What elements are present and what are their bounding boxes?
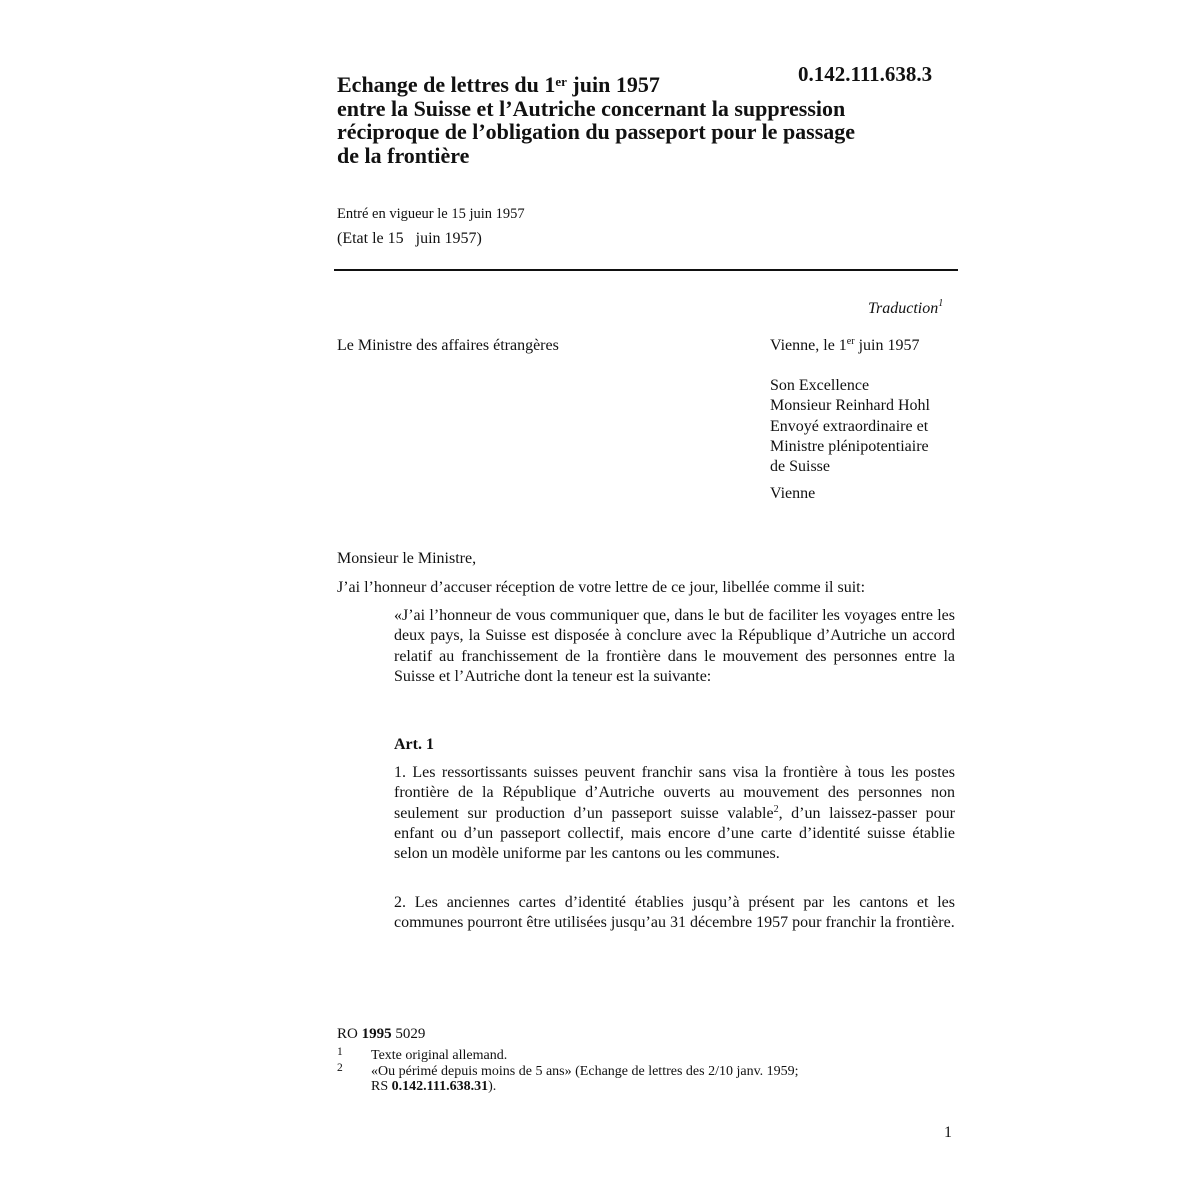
ro-reference [337, 1026, 425, 1043]
footnote-text-2 [371, 1064, 799, 1094]
sender: Le Ministre des affaires étrangères [337, 337, 559, 354]
sr-number: 0.142.111.638.3 [798, 62, 933, 86]
addressee-block [770, 376, 930, 477]
footnote-text-1: Texte original allemand. [371, 1048, 508, 1063]
translation-label [868, 300, 943, 318]
intro-paragraph: J’ai l’honneur d’accuser réception de votre lettre de ce jour, libellée comme il suit: [337, 579, 866, 596]
title-line1-prefix: Echange de lettres du 1 [337, 72, 556, 97]
para1-before: 1. Les ressortissants suisses peuvent franchir sans visa la frontière à tous les postes frontière de la République d’Autriche ouverts au mouvement des personnes non seulement sur production d’un passeport suisse valable [394, 764, 955, 822]
addressee-line: Son Excellence [770, 377, 870, 394]
title-line2: entre la Suisse et l’Autriche concernant la suppression [337, 95, 846, 121]
state-date: (Etat le 15 juin 1957) [337, 230, 482, 247]
header-divider [334, 269, 958, 271]
footnote-ref-2[interactable]: 2 [773, 803, 779, 815]
article-heading: Art. 1 [394, 736, 434, 753]
title-line3: réciproque de l’obligation du passeport pour le passage [337, 119, 856, 144]
ro-page: 5029 [391, 1026, 426, 1042]
entry-into-force: Entré en vigueur le 15 juin 1957 [337, 206, 525, 222]
ro-prefix: RO [337, 1026, 362, 1042]
document-title [337, 73, 937, 167]
footnote-number-2: 2 [337, 1062, 343, 1074]
footnote-2-rs-prefix: RS [371, 1079, 392, 1094]
footnote-2-suffix: ). [488, 1079, 497, 1094]
footnote-number-1: 1 [337, 1046, 343, 1058]
footnote-2-line2 [371, 1079, 799, 1094]
translation-text: Traduction [868, 300, 939, 317]
place-date-sup: er [846, 336, 855, 347]
ro-year: 1995 [361, 1026, 392, 1042]
addressee-line: de Suisse [770, 458, 830, 476]
footnote-ref-1[interactable]: 1 [938, 298, 944, 309]
para1-after: , d’un laissez-passer pour enfant ou d’un passeport collectif, mais encore d’une carte d’identité suisse établie selon un modèle uniforme par les cantons ou les communes. [394, 804, 955, 863]
addressee-line: Envoyé extraordinaire et [770, 417, 929, 435]
page-number: 1 [944, 1124, 952, 1141]
place-date-suffix: juin 1957 [854, 337, 920, 354]
footnote-2-rs-link[interactable]: 0.142.111.638.31 [391, 1079, 489, 1094]
quoted-letter: «J’ai l’honneur de vous communiquer que, dans le but de faciliter les voyages entre les deux pays, la Suisse est disposée à conclure avec la République d’Autriche un accord relatif au franchissement de la frontière dans le mouvement des personnes entre la Suisse et l’Autriche dont la teneur est la suivante: [394, 607, 955, 685]
salutation: Monsieur le Ministre, [337, 550, 477, 567]
title-line4: de la frontière [337, 142, 470, 168]
place-date-prefix: Vienne, le 1 [770, 337, 847, 354]
addressee-line: Monsieur Reinhard Hohl [770, 397, 930, 415]
addressee-city: Vienne [770, 485, 816, 502]
article-paragraph-1 [394, 763, 955, 864]
title-line1-sup: er [555, 74, 567, 89]
place-date [770, 337, 919, 355]
footnote-2-line1: «Ou périmé depuis moins de 5 ans» (Echange de lettres des 2/10 janv. 1959; [371, 1064, 799, 1079]
addressee-line: Ministre plénipotentiaire [770, 437, 929, 455]
title-line1-suffix: juin 1957 [566, 72, 660, 97]
article-paragraph-2: 2. Les anciennes cartes d’identité établies jusqu’à présent par les cantons et les communes pourront être utilisées jusqu’au 31 décembre 1957 pour franchir la frontière. [394, 894, 955, 932]
